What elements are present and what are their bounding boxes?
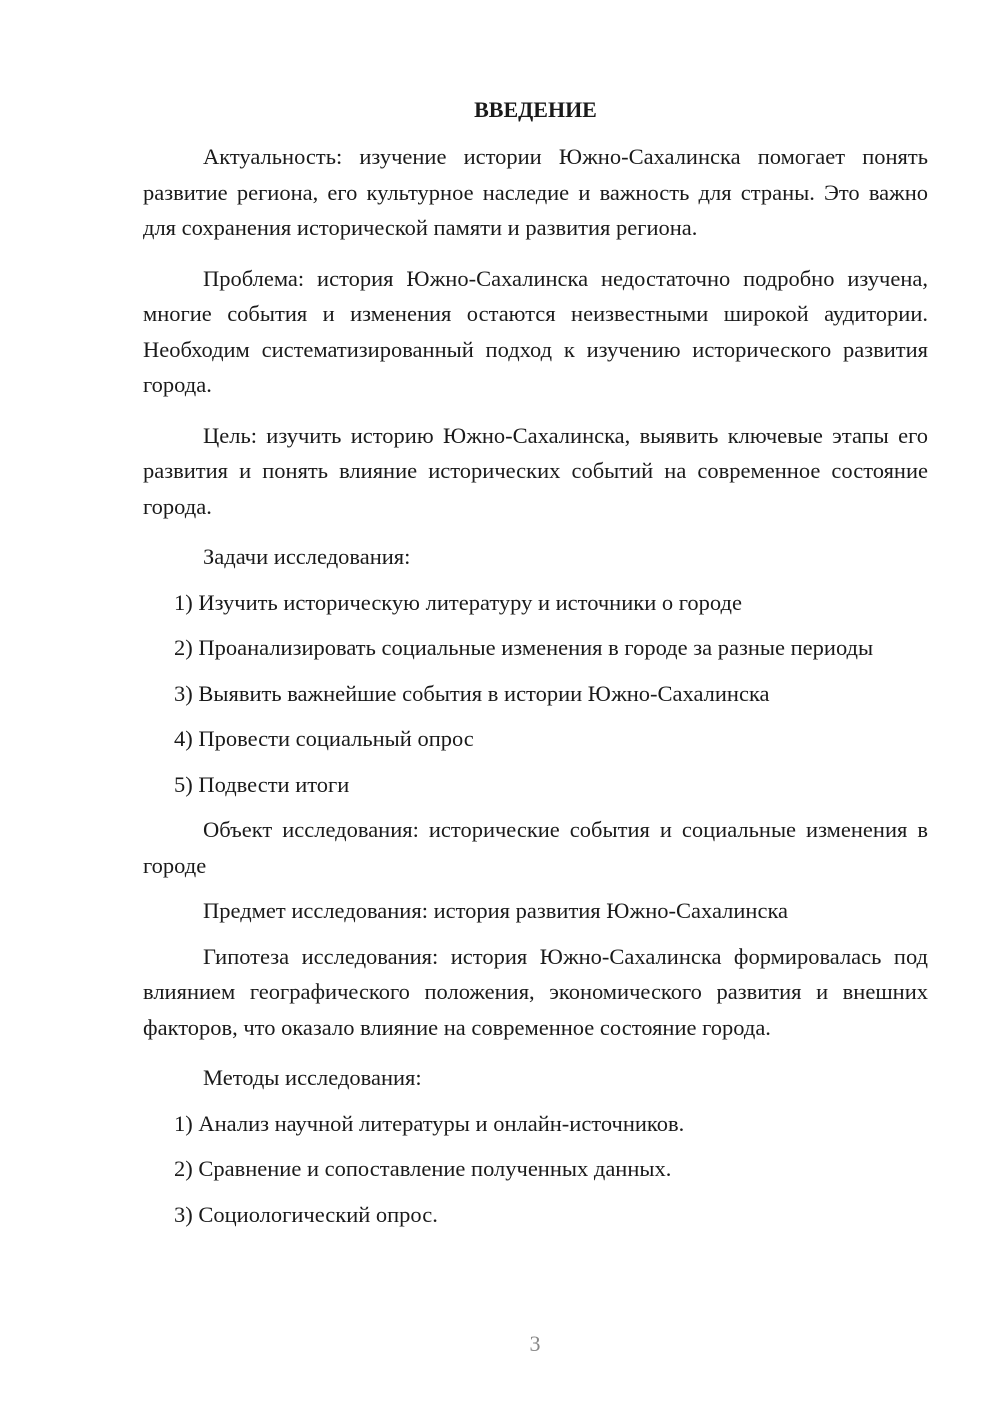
task-item: 4) Провести социальный опрос xyxy=(174,726,474,751)
document-body xyxy=(143,92,928,1232)
methods-heading: Методы исследования: xyxy=(203,1065,422,1090)
task-item: 3) Выявить важнейшие события в истории Южно-Сахалинска xyxy=(174,680,770,706)
tasks-heading: Задачи исследования: xyxy=(203,544,411,569)
hypothesis-paragraph: Гипотеза исследования: история Южно-Сахалинска формировалась под влиянием географического положения, экономического развития и внешних факторов, что оказало влияние на современное состояние города. xyxy=(143,943,928,1040)
method-item: 3) Социологический опрос. xyxy=(174,1201,438,1227)
task-item: 2) Проанализировать социальные изменения в городе за разные периоды xyxy=(174,635,874,660)
page-title: ВВЕДЕНИЕ xyxy=(474,97,597,122)
page-number: 3 xyxy=(529,1331,541,1356)
object-paragraph: Объект исследования: исторические события и социальные изменения в городе xyxy=(143,817,928,878)
problem-paragraph: Проблема: история Южно-Сахалинска недостаточно подробно изучена, многие события и изменения остаются неизвестными широкой аудитории. Необходим систематизированный подход к изучению исторического развития города. xyxy=(143,265,928,397)
subject-paragraph: Предмет исследования: история развития Южно-Сахалинска xyxy=(203,898,789,923)
relevance-paragraph: Актуальность: изучение истории Южно-Сахалинска помогает понять развитие региона, его культурное наследие и важность для страны. Это важно для сохранения исторической памяти и развития региона. xyxy=(143,144,928,240)
method-item: 2) Сравнение и сопоставление полученных данных. xyxy=(174,1156,672,1181)
goal-paragraph: Цель: изучить историю Южно-Сахалинска, выявить ключевые этапы его развития и понять влияние исторических событий на современное состояние города. xyxy=(143,422,928,519)
method-item: 1) Анализ научной литературы и онлайн-источников. xyxy=(174,1110,685,1136)
task-item: 5) Подвести итоги xyxy=(174,771,350,797)
task-item: 1) Изучить историческую литературу и источники о городе xyxy=(174,589,742,615)
